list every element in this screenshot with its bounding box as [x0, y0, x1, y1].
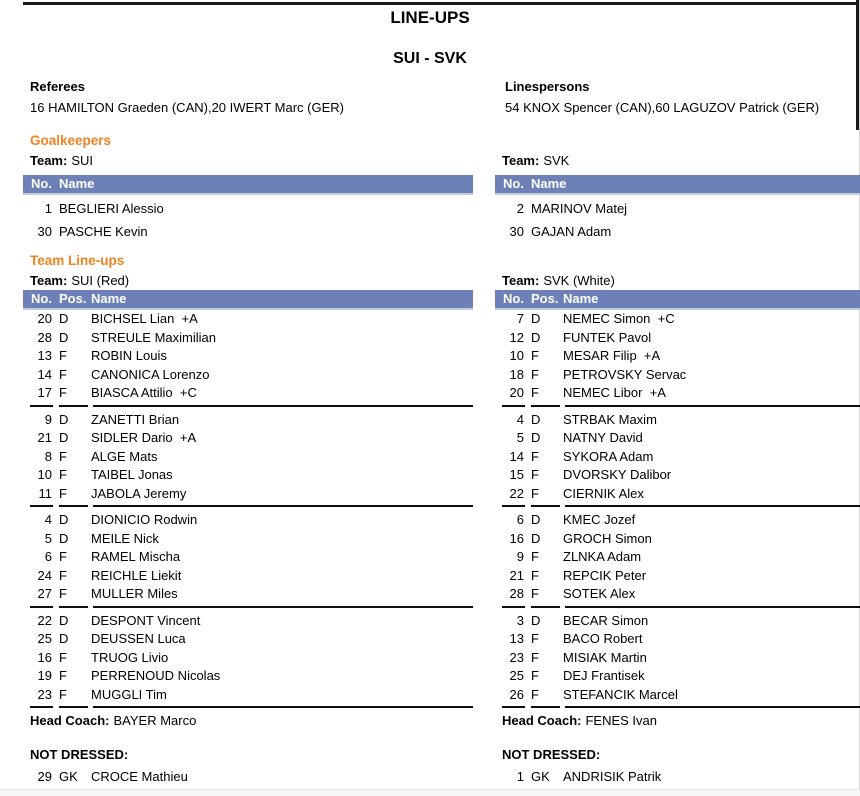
cell-name: MARINOV Matej [531, 201, 628, 216]
line-2-rows [23, 411, 473, 504]
cell-no: 11 [38, 485, 52, 501]
referees-block [30, 78, 344, 117]
line-4-rows [495, 612, 860, 705]
cell-name: ROBIN Louis [91, 348, 167, 363]
cell-name: REPCIK Peter [563, 567, 647, 583]
cell-no: 7 [516, 311, 524, 326]
cell-name: BECAR Simon [563, 612, 649, 628]
table-row [23, 768, 473, 787]
cell-no: 30 [37, 224, 52, 239]
team-label: Team: [502, 153, 540, 168]
cell-no: 20 [509, 385, 524, 400]
cell-name: BIASCA Attilio +C [91, 385, 197, 400]
line-separator [495, 606, 860, 608]
lineup-table-svk [495, 272, 860, 787]
cell-no: 1 [516, 769, 524, 784]
cell-name: BACO Robert [563, 631, 643, 646]
cell-no: 25 [509, 668, 524, 683]
line-separator [495, 706, 860, 708]
table-row [495, 429, 860, 448]
table-row [23, 567, 473, 586]
cell-name: PETROVSKY Servac [563, 366, 687, 382]
cell-no: 21 [37, 430, 52, 445]
goalkeepers-table-sui [23, 152, 473, 243]
line-4-rows [23, 612, 473, 705]
table-row [23, 466, 473, 485]
cell-name: CIERNIK Alex [563, 485, 644, 501]
cell-name: DVORSKY Dalibor [563, 467, 672, 482]
column-header-pos: Pos. [531, 291, 559, 306]
cell-no: 23 [37, 686, 52, 702]
cell-name: PERRENOUD Nicolas [91, 668, 221, 683]
cell-no: 22 [37, 612, 52, 628]
cell-pos: D [59, 631, 69, 646]
cell-no: 5 [516, 430, 524, 445]
cell-pos: F [531, 348, 539, 363]
column-header-pos: Pos. [59, 291, 87, 306]
cell-pos: D [59, 411, 69, 427]
cell-pos: D [59, 329, 69, 345]
cell-pos: F [531, 467, 539, 482]
line-3-rows [23, 511, 473, 604]
cell-pos: F [531, 385, 539, 400]
team-label: Team: [502, 273, 540, 288]
team-value: SUI (Red) [71, 273, 130, 288]
table-row [23, 220, 473, 243]
cell-pos: F [531, 668, 539, 683]
cell-no: 17 [37, 385, 52, 400]
table-row [23, 511, 473, 530]
cell-name: MEILE Nick [91, 530, 159, 546]
cell-pos: F [59, 448, 67, 464]
linespersons-value: 54 KNOX Spencer (CAN),60 LAGUZOV Patrick (GER) [505, 100, 820, 115]
table-row [495, 768, 860, 787]
table-row [23, 548, 473, 567]
table-row [495, 485, 860, 504]
table-row [495, 411, 860, 430]
column-header-name: Name [563, 291, 599, 306]
table-row [495, 630, 860, 649]
referees-value: 16 HAMILTON Graeden (CAN),20 IWERT Marc (GER) [30, 100, 344, 115]
table-row [495, 466, 860, 485]
cell-name: GROCH Simon [563, 530, 652, 546]
cell-pos: F [59, 467, 67, 482]
table-row [23, 384, 473, 403]
table-row [495, 649, 860, 668]
cell-name: ANDRISIK Patrik [563, 769, 662, 784]
cell-no: 24 [37, 567, 52, 583]
cell-no: 19 [37, 668, 52, 683]
cell-name: KMEC Jozef [563, 512, 636, 527]
cell-pos: F [59, 586, 67, 601]
cell-no: 9 [516, 549, 524, 564]
cell-name: DIONICIO Rodwin [91, 512, 198, 527]
cell-no: 8 [44, 448, 52, 464]
cell-pos: D [531, 430, 541, 445]
cell-pos: D [531, 411, 541, 427]
cell-name: MULLER Miles [91, 586, 178, 601]
cell-no: 14 [37, 366, 52, 382]
table-row [495, 220, 860, 243]
table-row [495, 197, 860, 220]
cell-no: 26 [509, 686, 524, 702]
cell-pos: D [59, 512, 69, 527]
cell-pos: F [531, 649, 539, 665]
cell-name: JABOLA Jeremy [91, 485, 187, 501]
cell-pos: F [531, 448, 539, 464]
cell-no: 28 [509, 586, 524, 601]
cell-pos: D [531, 329, 541, 345]
team-line [30, 152, 473, 170]
cell-no: 21 [509, 567, 524, 583]
cell-name: DESPONT Vincent [91, 612, 201, 628]
column-header-name: Name [531, 176, 567, 191]
column-header-no: No. [31, 291, 52, 306]
head-coach-label: Head Coach: [502, 713, 582, 728]
cell-no: 4 [516, 411, 524, 427]
column-header-name: Name [91, 291, 127, 306]
team-line [502, 152, 860, 170]
cell-name: TRUOG Livio [91, 649, 169, 665]
table-row [23, 667, 473, 686]
table-row [23, 411, 473, 430]
linespersons-block [505, 78, 819, 117]
cell-no: 12 [509, 329, 524, 345]
cell-name: BEGLIERI Alessio [59, 201, 164, 216]
cell-name: STRBAK Maxim [563, 411, 657, 427]
table-row [23, 630, 473, 649]
column-header-no: No. [503, 291, 524, 306]
cell-no: 23 [509, 649, 524, 665]
cell-pos: F [531, 686, 539, 702]
goalkeeper-rows [23, 197, 473, 243]
cell-no: 6 [516, 512, 524, 527]
cell-no: 18 [509, 366, 524, 382]
table-row [495, 667, 860, 686]
table-row [23, 649, 473, 668]
cell-no: 3 [516, 612, 524, 628]
not-dressed-rows [23, 768, 473, 787]
cell-pos: D [531, 612, 541, 628]
table-row [495, 329, 860, 348]
team-value: SUI [71, 153, 93, 168]
cell-pos: GK [59, 769, 78, 784]
cell-no: 27 [37, 586, 52, 601]
cell-no: 9 [44, 411, 52, 427]
table-row [495, 585, 860, 604]
line-separator [23, 606, 473, 608]
cell-name: CANONICA Lorenzo [91, 366, 210, 382]
cell-pos: D [59, 311, 69, 326]
cell-name: ALGE Mats [91, 448, 158, 464]
cell-name: MESAR Filip +A [563, 348, 661, 363]
cell-pos: D [59, 530, 69, 546]
cell-pos: F [531, 549, 539, 564]
line-separator [23, 706, 473, 708]
cell-pos: D [59, 612, 69, 628]
cell-pos: D [531, 530, 541, 546]
cell-no: 20 [37, 311, 52, 326]
referees-label: Referees [30, 79, 85, 94]
head-coach-value: FENES Ivan [585, 713, 657, 728]
head-coach-label: Head Coach: [30, 713, 110, 728]
cell-name: NEMEC Libor +A [563, 385, 666, 400]
table-row [23, 366, 473, 385]
line-2-rows [495, 411, 860, 504]
cell-pos: F [531, 567, 539, 583]
cell-name: DEUSSEN Luca [91, 631, 186, 646]
head-coach-line [30, 712, 473, 730]
cell-name: PASCHE Kevin [59, 224, 148, 239]
table-row [495, 448, 860, 467]
table-row [495, 530, 860, 549]
cell-pos: F [531, 631, 539, 646]
cell-no: 13 [509, 631, 524, 646]
column-header-no: No. [503, 176, 524, 191]
cell-pos: F [59, 385, 67, 400]
table-header [23, 290, 473, 310]
line-separator [495, 405, 860, 407]
table-row [495, 548, 860, 567]
cell-no: 6 [44, 549, 52, 564]
line-1-rows [495, 310, 860, 403]
cell-name: SOTEK Alex [563, 586, 636, 601]
team-label: Team: [30, 153, 68, 168]
cell-no: 30 [509, 224, 524, 239]
table-row [23, 448, 473, 467]
cell-no: 16 [509, 530, 524, 546]
cell-no: 25 [37, 631, 52, 646]
team-line [502, 272, 860, 290]
cell-pos: F [59, 686, 67, 702]
table-row [23, 329, 473, 348]
table-row [23, 686, 473, 705]
cell-name: ZANETTI Brian [91, 411, 180, 427]
cell-name: RAMEL Mischa [91, 549, 181, 564]
team-value: SVK (White) [543, 273, 615, 288]
cell-name: GAJAN Adam [531, 224, 612, 239]
cell-no: 2 [516, 201, 524, 216]
line-3-rows [495, 511, 860, 604]
team-label: Team: [30, 273, 68, 288]
cell-no: 22 [509, 485, 524, 501]
cell-pos: F [531, 366, 539, 382]
table-row [23, 485, 473, 504]
cell-name: NEMEC Simon +C [563, 311, 675, 326]
table-row [495, 347, 860, 366]
cell-no: 14 [509, 448, 524, 464]
goalkeeper-rows [495, 197, 860, 243]
cell-pos: F [59, 567, 67, 583]
cell-name: CROCE Mathieu [91, 769, 188, 784]
cell-no: 28 [37, 329, 52, 345]
cell-pos: F [59, 649, 67, 665]
cell-no: 29 [37, 769, 52, 784]
lineup-table-sui [23, 272, 473, 787]
cell-no: 1 [44, 201, 52, 216]
cell-pos: D [531, 311, 541, 326]
cell-name: REICHLE Liekit [91, 567, 182, 583]
cell-pos: D [531, 512, 541, 527]
team-value: SVK [543, 153, 570, 168]
team-line [30, 272, 473, 290]
table-row [23, 310, 473, 329]
goalkeepers-table-svk [495, 152, 860, 243]
column-header-name: Name [59, 176, 95, 191]
table-row [23, 530, 473, 549]
cell-no: 10 [37, 467, 52, 482]
cell-pos: F [59, 549, 67, 564]
table-row [495, 567, 860, 586]
cell-name: SIDLER Dario +A [91, 430, 197, 445]
cell-no: 16 [37, 649, 52, 665]
table-row [23, 429, 473, 448]
table-row [495, 366, 860, 385]
cell-pos: F [59, 668, 67, 683]
cell-name: FUNTEK Pavol [563, 329, 652, 345]
cell-name: DEJ Frantisek [563, 668, 645, 683]
cell-no: 13 [37, 348, 52, 363]
table-row [23, 612, 473, 631]
table-row [495, 612, 860, 631]
cell-pos: F [59, 366, 67, 382]
linespersons-label: Linespersons [505, 79, 590, 94]
head-coach-value: BAYER Marco [113, 713, 197, 728]
table-row [495, 511, 860, 530]
cell-pos: D [59, 430, 69, 445]
cell-pos: F [531, 485, 539, 501]
cell-name: ZLNKA Adam [563, 549, 642, 564]
line-1-rows [23, 310, 473, 403]
cell-name: SYKORA Adam [563, 448, 654, 464]
table-row [23, 585, 473, 604]
lineups-section-title: Team Line-ups [30, 253, 125, 268]
table-row [495, 310, 860, 329]
match-title: SUI - SVK [393, 50, 467, 67]
cell-name: STREULE Maximilian [91, 329, 216, 345]
cell-no: 15 [509, 467, 524, 482]
head-coach-line [502, 712, 860, 730]
table-row [495, 384, 860, 403]
table-row [495, 686, 860, 705]
cell-pos: GK [531, 769, 550, 784]
cell-name: MUGGLI Tim [91, 686, 167, 702]
cell-name: MISIAK Martin [563, 649, 647, 665]
table-header [495, 290, 860, 310]
cell-no: 4 [44, 512, 52, 527]
cell-name: BICHSEL Lian +A [91, 311, 198, 326]
not-dressed-label: NOT DRESSED: [30, 747, 129, 762]
cell-pos: F [59, 485, 67, 501]
table-header [23, 175, 473, 195]
cell-no: 10 [509, 348, 524, 363]
not-dressed-label: NOT DRESSED: [502, 747, 601, 762]
cell-pos: F [59, 348, 67, 363]
line-separator [23, 405, 473, 407]
page-bottom-edge [0, 789, 860, 796]
cell-name: TAIBEL Jonas [91, 467, 173, 482]
top-border-line [23, 2, 860, 5]
cell-pos: F [531, 586, 539, 601]
line-separator [23, 505, 473, 507]
cell-name: STEFANCIK Marcel [563, 686, 678, 702]
line-separator [495, 505, 860, 507]
cell-no: 5 [44, 530, 52, 546]
column-header-no: No. [31, 176, 52, 191]
table-row [23, 347, 473, 366]
page-title: LINE-UPS [390, 8, 470, 27]
not-dressed-rows [495, 768, 860, 787]
table-header [495, 175, 860, 195]
table-row [23, 197, 473, 220]
cell-name: NATNY David [563, 430, 643, 445]
goalkeepers-section-title: Goalkeepers [30, 133, 112, 148]
